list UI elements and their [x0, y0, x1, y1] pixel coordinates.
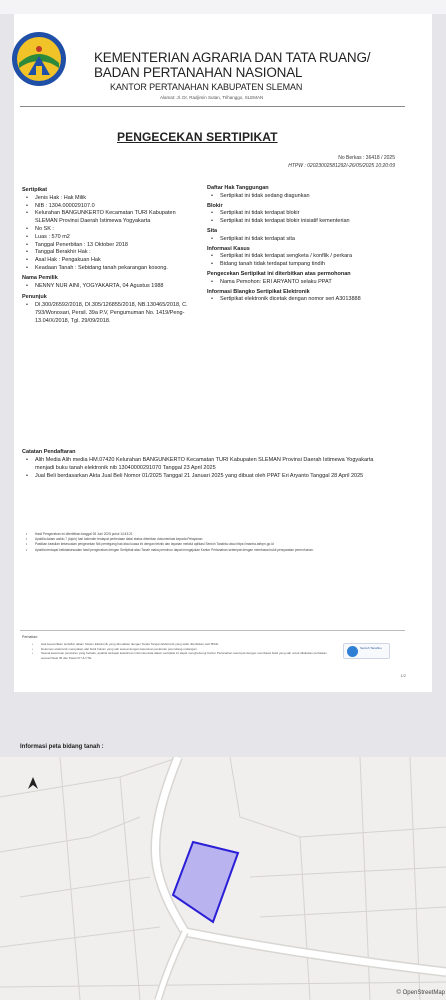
list-item: • NENNY NUR AINI, YOGYAKARTA, 04 Agustus 1988 [22, 283, 197, 291]
section-title: Pengecekan Sertipikat ini diterbitkan atas permohonan [207, 270, 351, 277]
list-item: • Kelurahan BANGUNKERTO Kecamatan TURI Kabupaten SLEMAN Provinsi Daerah Istimewa Yogyakarta [22, 210, 197, 226]
list-item: • Bidang tanah tidak terdapat tumpang tindih [207, 261, 387, 269]
file-number: No Berkas : 36418 / 2025 [338, 155, 395, 161]
agency-name: BADAN PERTANAHAN NASIONAL [94, 65, 303, 80]
htpw-code: HTPW : 02023002581292/-26/05/2025 10:20:09 [288, 163, 395, 169]
list-item: • Sertipikat elektronik dicetak dengan nomor seri A3013888 [207, 296, 387, 304]
list-item: • Sertipikat ini tidak terdapat sengketa / konflik / perkara [207, 253, 387, 261]
north-arrow-icon [28, 777, 38, 789]
list-item: • Asal Hak : Pengakuan Hak [22, 257, 197, 265]
section-title: Informasi Blangko Sertipikat Elektronik [207, 288, 310, 295]
section-title: Blokir [207, 202, 223, 209]
footnote: • Hasil Pengecekan ini diterbitkan tanggal 26 Juni 2025 pukul 14:43:21 [22, 532, 392, 537]
header-divider [20, 106, 405, 107]
footnote: • Apabila dalam waktu 7 (tujuh) hari kalender terdapat perbedaan data/ status diberikan dokumentasi kepada Pelayanan [22, 537, 392, 542]
list-item: • Sertipikat ini tidak terdapat blokir [207, 210, 387, 218]
certificate-document [14, 14, 432, 692]
footnote: • Pastikan keaslian kesesuaian pengecekan Nik pemegang hak atau kuasa ini dengan teknik dan layanan melalui aplikasi Sentuh Tanahku atau https://mantra.atrbpn.go.id [22, 542, 392, 547]
badge-label: Sentuh Tanahku [360, 646, 382, 650]
section-title: Daftar Hak Tanggungan [207, 185, 269, 191]
map-canvas[interactable] [0, 757, 446, 1000]
map-section-label: Informasi peta bidang tanah : [20, 744, 104, 750]
right-column [207, 183, 387, 304]
road-branch [158, 932, 185, 1000]
list-item: • Nama Pemohon: ERI ARYANTO selaku PPAT [207, 279, 387, 287]
footer-label: Perhatian: [22, 635, 38, 639]
left-column [22, 185, 197, 326]
page-number: 1/2 [400, 673, 406, 678]
section-title: Sita [207, 227, 218, 234]
ministry-name: KEMENTERIAN AGRARIA DAN TATA RUANG/ [94, 50, 371, 65]
list-item: • Sertipikat ini tidak terdapat sita [207, 236, 387, 244]
registration-notes [22, 446, 382, 480]
list-item: • Sertipikat ini tidak terdapat blokir inisiatif kementerian [207, 218, 387, 226]
footer-line: • Dokumen elektronik merupakan alat bukti hukum yang sah sesuai dengan ketentuan peraturan perundang-undangan. [28, 647, 333, 652]
list-item: • No SK : [22, 226, 197, 234]
parcel-map[interactable] [0, 757, 446, 1000]
document-title: PENGECEKAN SERTIPIKAT [117, 130, 278, 144]
office-address: Alamat: Jl. Dr. Radjimin Sutan, Trihanggo, SLEMAN [160, 95, 264, 100]
bpn-logo-icon [10, 30, 68, 88]
list-item: • DI.300/26592/2018, DI.305/126855/2018, NB.130465/2018, C. 793/Wonosari, Persil. 39a P.V, Pengumuman No. 1419/Peng-13.04/X/2018, Tgl. 29/09/2018. [22, 302, 197, 325]
list-item: • Keadaan Tanah : Sebidang tanah pekarangan kosong. [22, 265, 197, 273]
list-item: • Alih Media Alih media HM.07420 Kelurahan BANGUNKERTO Kecamatan TURI Kabupaten SLEMAN Provinsi Daerah Istimewa Yogyakarta menjadi buku tanah elektronik nib 13040000291070 Tanggal 23 April 2025 [22, 456, 382, 472]
list-item: • Luas : 570 m2 [22, 234, 197, 242]
footer-divider [20, 630, 405, 631]
list-item: • Jenis Hak : Hak Milik [22, 195, 197, 203]
footer-line: • Hak kepemilikan terdaftar dalam Sistem Elektronik yang dimuatkan dengan Tanda Tangan Elektronik yang telah diterbitkan oleh BSrE. [28, 642, 333, 647]
section-title: Sertipikat [22, 187, 48, 193]
list-item: • NIB : 1304.000029107.0 [22, 203, 197, 211]
list-item: • Tanggal Berakhir Hak : [22, 249, 197, 257]
office-name: KANTOR PERTANAHAN KABUPATEN SLEMAN [110, 82, 303, 92]
map-attribution: © OpenStreetMap [396, 990, 445, 996]
sentuh-tanahku-badge [343, 643, 390, 659]
list-item: • Tanggal Penerbitan : 13 Oktober 2018 [22, 242, 197, 250]
land-parcel[interactable] [173, 842, 238, 922]
section-title: Penunjuk [22, 294, 47, 301]
list-item: • Jual Beli berdasarkan Akta Jual Beli Nomor 01/2025 Tanggal 21 Januari 2025 yang dibuat oleh PPAT Eri Aryanto Tanggal 28 April 2025 [22, 472, 382, 480]
list-item: • Sertipikat ini tidak sedang diagunkan [207, 193, 387, 201]
footer-line: • Sesuai ketentuan peraturan yang berlaku, apabila terdapat kekeliruan informasi data dalam sertipikat ini dapat menghubungi Kantor Pertanahan setempat dengan membawa bukti yang sah untuk dilakukan perbaikan sesuai Pasal 36 dan Pasal 37 UU ITE. [28, 651, 333, 660]
footer-text [28, 642, 333, 660]
footnote: • Apabila terdapat ketidaksesuaian hasil pengecekan dengan Sertipikat atau Tanah maka pemohon dapat mengajukan Kantor Pertanahan setempat dengan membawa bukti persyaratan permohonan. [22, 548, 392, 553]
sentuh-tanahku-icon [347, 646, 358, 657]
section-title: Informasi Kasus [207, 245, 250, 252]
footnotes [22, 532, 392, 553]
top-bar [0, 0, 446, 14]
section-title: Nama Pemilik [22, 274, 58, 281]
section-title: Catatan Pendaftaran [22, 449, 76, 455]
